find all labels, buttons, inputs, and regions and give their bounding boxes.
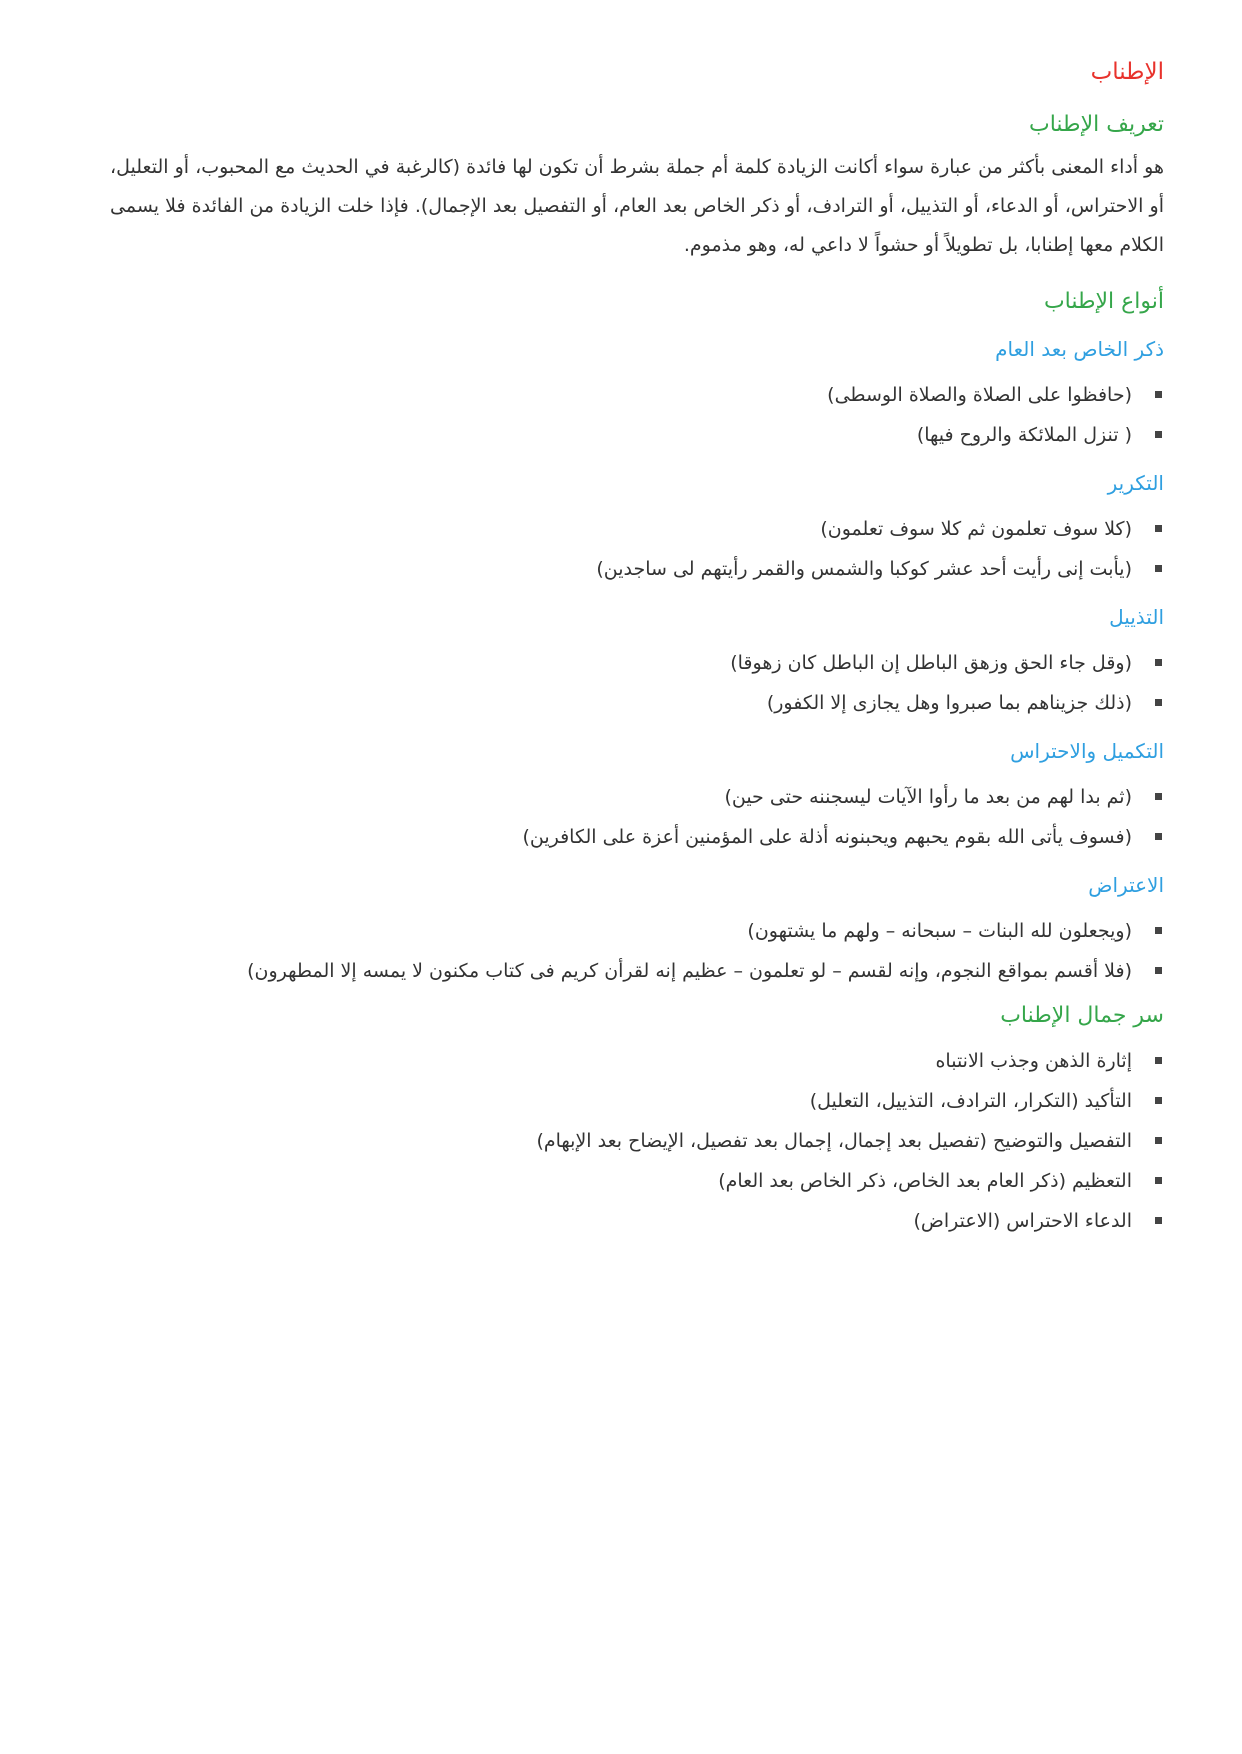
- section-parenthesis: [110, 867, 1164, 991]
- list-item-text: التعظيم (ذكر العام بعد الخاص، ذكر الخاص بعد العام): [718, 1170, 1132, 1192]
- list-item-text: ( تنزل الملائكة والروح فيها): [916, 424, 1132, 446]
- example-list: [110, 509, 1164, 589]
- square-bullet-icon: [1155, 1057, 1162, 1064]
- list-item-text: (فسوف يأتى الله بقوم يحبهم ويحبنونه أذلة على المؤمنين أعزة على الكافرين): [522, 826, 1132, 848]
- list-item: [110, 1041, 1164, 1081]
- list-item: [110, 509, 1164, 549]
- section-heading: التذييل: [1109, 605, 1164, 629]
- square-bullet-icon: [1155, 967, 1162, 974]
- square-bullet-icon: [1155, 1217, 1162, 1224]
- section-heading: ذكر الخاص بعد العام: [995, 337, 1164, 361]
- section-heading: التكميل والاحتراس: [1010, 739, 1164, 763]
- list-item: [110, 1161, 1164, 1201]
- list-item: [110, 1201, 1164, 1241]
- square-bullet-icon: [1155, 391, 1162, 398]
- list-item-text: التأكيد (التكرار، الترادف، التذييل، التعليل): [809, 1090, 1132, 1112]
- list-item: [110, 777, 1164, 817]
- square-bullet-icon: [1155, 1137, 1162, 1144]
- definition-paragraph: هو أداء المعنى بأكثر من عبارة سواء أكانت الزيادة كلمة أم جملة بشرط أن تكون لها فائدة (كالرغبة في الحديث مع المحبوب، أو التعليل، أو الاحتراس، أو الدعاء، أو التذييل، أو الترادف، أو ذكر الخاص بعد العام، أو التفصيل بعد الإجمال). فإذا خلت الزيادة من الفائدة فلا يسمى الكلام معها إطنابا، بل تطويلاً أو حشواً لا داعي له، وهو مذموم.: [110, 156, 1164, 256]
- beauty-list: [110, 1041, 1164, 1241]
- list-item-text: (كلا سوف تعلمون ثم كلا سوف تعلمون): [820, 518, 1132, 540]
- square-bullet-icon: [1155, 793, 1162, 800]
- square-bullet-icon: [1155, 431, 1162, 438]
- list-item: [110, 911, 1164, 951]
- document-title: الإطناب: [1090, 59, 1164, 85]
- square-bullet-icon: [1155, 1097, 1162, 1104]
- square-bullet-icon: [1155, 927, 1162, 934]
- example-list: [110, 777, 1164, 857]
- list-item-text: (ويجعلون لله البنات – سبحانه – ولهم ما يشتهون): [747, 920, 1132, 942]
- definition-heading: تعريف الإطناب: [1029, 112, 1164, 137]
- list-item-text: إثارة الذهن وجذب الانتباه: [935, 1050, 1132, 1072]
- list-item-text: (حافظوا على الصلاة والصلاة الوسطى): [827, 384, 1132, 406]
- list-item: [110, 1081, 1164, 1121]
- list-item: [110, 817, 1164, 857]
- square-bullet-icon: [1155, 659, 1162, 666]
- list-item: [110, 415, 1164, 455]
- beauty-heading: سر جمال الإطناب: [1000, 1003, 1164, 1028]
- square-bullet-icon: [1155, 1177, 1162, 1184]
- section-tadhyeel: [110, 599, 1164, 723]
- section-completion-precaution: [110, 733, 1164, 857]
- list-item: [110, 375, 1164, 415]
- list-item-text: (يأبت إنى رأيت أحد عشر كوكبا والشمس والقمر رأيتهم لى ساجدين): [596, 558, 1132, 580]
- section-heading: التكرير: [1107, 471, 1164, 495]
- list-item-text: الدعاء الاحتراس (الاعتراض): [913, 1210, 1132, 1232]
- section-specific-after-general: [110, 331, 1164, 455]
- list-item: [110, 951, 1164, 991]
- list-item-text: (ثم بدا لهم من بعد ما رأوا الآيات ليسجننه حتى حين): [724, 786, 1132, 808]
- example-list: [110, 643, 1164, 723]
- list-item-text: (فلا أقسم بمواقع النجوم، وإنه لقسم – لو تعلمون – عظيم إنه لقرأن كريم فى كتاب مكنون لا يمسه إلا المطهرون): [247, 960, 1132, 982]
- example-list: [110, 911, 1164, 991]
- list-item: [110, 683, 1164, 723]
- section-repetition: [110, 465, 1164, 589]
- square-bullet-icon: [1155, 525, 1162, 532]
- square-bullet-icon: [1155, 699, 1162, 706]
- list-item: [110, 1121, 1164, 1161]
- types-heading: أنواع الإطناب: [1043, 289, 1164, 314]
- square-bullet-icon: [1155, 565, 1162, 572]
- example-list: [110, 375, 1164, 455]
- list-item-text: (وقل جاء الحق وزهق الباطل إن الباطل كان زهوقا): [730, 652, 1132, 674]
- list-item: [110, 549, 1164, 589]
- list-item-text: (ذلك جزيناهم بما صبروا وهل يجازى إلا الكفور): [766, 692, 1132, 714]
- section-heading: الاعتراض: [1088, 873, 1164, 897]
- square-bullet-icon: [1155, 833, 1162, 840]
- list-item: [110, 643, 1164, 683]
- list-item-text: التفصيل والتوضيح (تفصيل بعد إجمال، إجمال بعد تفصيل، الإيضاح بعد الإبهام): [536, 1130, 1132, 1152]
